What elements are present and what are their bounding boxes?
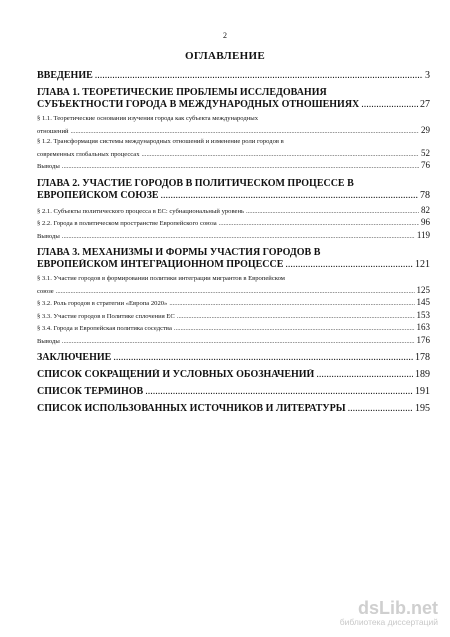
table-of-contents <box>37 70 430 415</box>
dot-leader <box>174 324 415 335</box>
toc-page: 163 <box>416 322 430 332</box>
toc-entry-section-1-2[interactable] <box>37 137 430 160</box>
dot-leader <box>285 259 413 271</box>
toc-page: 195 <box>415 403 430 414</box>
toc-page: 145 <box>416 297 430 307</box>
toc-page: 52 <box>421 147 430 158</box>
toc-label: § 2.1. Субъекты политического процесса в ЕС: субнациональный уровень <box>37 207 244 215</box>
watermark <box>328 598 438 627</box>
toc-label: современных глобальных процессах <box>37 150 140 158</box>
toc-entry-chapter-1-conclusions[interactable] <box>37 160 430 173</box>
toc-entry-chapter-3-conclusions[interactable] <box>37 335 430 348</box>
toc-entry-chapter-2[interactable] <box>37 178 430 202</box>
toc-page: 82 <box>421 204 430 215</box>
toc-page: 78 <box>420 189 430 201</box>
dot-leader <box>246 207 419 218</box>
toc-page: 27 <box>420 99 430 110</box>
watermark-logo: dsLib.net <box>358 598 438 618</box>
toc-entry-chapter-2-conclusions[interactable] <box>37 230 430 243</box>
toc-page: 189 <box>415 369 430 380</box>
toc-entry-terms[interactable] <box>37 386 430 398</box>
dot-leader <box>62 337 415 348</box>
dot-leader <box>161 190 418 202</box>
toc-entry-section-2-1[interactable] <box>37 205 430 218</box>
toc-entry-section-1-1[interactable] <box>37 114 430 137</box>
toc-label: § 1.1. Теоретические основания изучения города как субъекта международных <box>37 115 258 122</box>
dot-leader <box>62 232 415 243</box>
dot-leader <box>71 127 419 138</box>
dot-leader <box>316 369 413 381</box>
toc-entry-references[interactable] <box>37 403 430 415</box>
toc-page: 176 <box>416 334 430 345</box>
dot-leader <box>142 150 420 161</box>
dot-leader <box>169 299 414 310</box>
toc-label: ГЛАВА 2. УЧАСТИЕ ГОРОДОВ В ПОЛИТИЧЕСКОМ ПРОЦЕССЕ В <box>37 177 354 189</box>
toc-label: Выводы <box>37 163 60 170</box>
toc-label: ЕВРОПЕЙСКОМ ИНТЕГРАЦИОННОМ ПРОЦЕССЕ <box>37 259 284 270</box>
dot-leader <box>113 352 413 364</box>
toc-page: 76 <box>421 160 430 170</box>
toc-label: отношений <box>37 127 69 135</box>
toc-label: § 1.2. Трансформация системы международных отношений и изменение роли городов в <box>37 138 284 145</box>
toc-entry-abbreviations[interactable] <box>37 369 430 381</box>
toc-label: § 3.4. Города и Европейская политика соседства <box>37 325 172 332</box>
toc-page: 125 <box>416 284 430 295</box>
toc-page: 3 <box>425 70 430 81</box>
dot-leader <box>95 70 423 82</box>
toc-entry-chapter-3[interactable] <box>37 247 430 271</box>
toc-label: ГЛАВА 1. ТЕОРЕТИЧЕСКИЕ ПРОБЛЕМЫ ИССЛЕДОВАНИЯ <box>37 87 327 98</box>
toc-page: 121 <box>415 259 430 270</box>
toc-label: § 3.1. Участие городов в формировании политики интеграции мигрантов в Европейском <box>37 275 285 282</box>
toc-entry-chapter-1[interactable] <box>37 87 430 111</box>
toc-entry-section-3-4[interactable] <box>37 322 430 335</box>
toc-label: союзе <box>37 287 54 295</box>
toc-label: Выводы <box>37 232 60 240</box>
toc-page: 191 <box>415 386 430 397</box>
toc-page: 29 <box>421 124 430 135</box>
toc-page: 178 <box>415 352 430 363</box>
toc-label: ВВЕДЕНИЕ <box>37 70 93 81</box>
toc-label: § 3.3. Участие городов в Политике сплочения ЕС <box>37 312 175 320</box>
toc-title: ОГЛАВЛЕНИЕ <box>185 50 265 62</box>
dot-leader <box>62 162 419 173</box>
toc-label: ЕВРОПЕЙСКОМ СОЮЗЕ <box>37 189 159 201</box>
toc-label: СУБЪЕКТНОСТИ ГОРОДА В МЕЖДУНАРОДНЫХ ОТНОШЕНИЯХ <box>37 99 360 110</box>
toc-label: ЗАКЛЮЧЕНИЕ <box>37 352 112 363</box>
toc-label: ГЛАВА 3. МЕХАНИЗМЫ И ФОРМЫ УЧАСТИЯ ГОРОДОВ В <box>37 247 321 258</box>
dot-leader <box>56 287 415 298</box>
dot-leader <box>145 386 413 398</box>
toc-label: СПИСОК ИСПОЛЬЗОВАННЫХ ИСТОЧНИКОВ И ЛИТЕРАТУРЫ <box>37 403 346 414</box>
toc-page: 119 <box>416 229 430 240</box>
toc-label: § 2.2. Города в политическом пространстве Европейского союза <box>37 220 217 227</box>
dot-leader <box>348 403 413 415</box>
toc-label: СПИСОК ТЕРМИНОВ <box>37 386 144 397</box>
toc-entry-introduction[interactable] <box>37 70 430 82</box>
toc-entry-conclusion[interactable] <box>37 352 430 364</box>
toc-page: 96 <box>421 217 430 227</box>
toc-label: СПИСОК СОКРАЩЕНИЙ И УСЛОВНЫХ ОБОЗНАЧЕНИЙ <box>37 369 315 380</box>
toc-entry-section-3-3[interactable] <box>37 310 430 323</box>
toc-entry-section-3-2[interactable] <box>37 297 430 310</box>
dot-leader <box>177 312 415 323</box>
dot-leader <box>219 219 419 230</box>
dot-leader <box>361 99 418 111</box>
toc-entry-section-2-2[interactable] <box>37 217 430 230</box>
toc-label: Выводы <box>37 337 60 345</box>
toc-label: § 3.2. Роль городов в стратегии «Европа 2020» <box>37 300 168 307</box>
page-number: 2 <box>223 31 227 40</box>
toc-entry-section-3-1[interactable] <box>37 274 430 297</box>
toc-page: 153 <box>416 309 430 320</box>
watermark-subtitle: библиотека диссертаций <box>339 617 438 627</box>
